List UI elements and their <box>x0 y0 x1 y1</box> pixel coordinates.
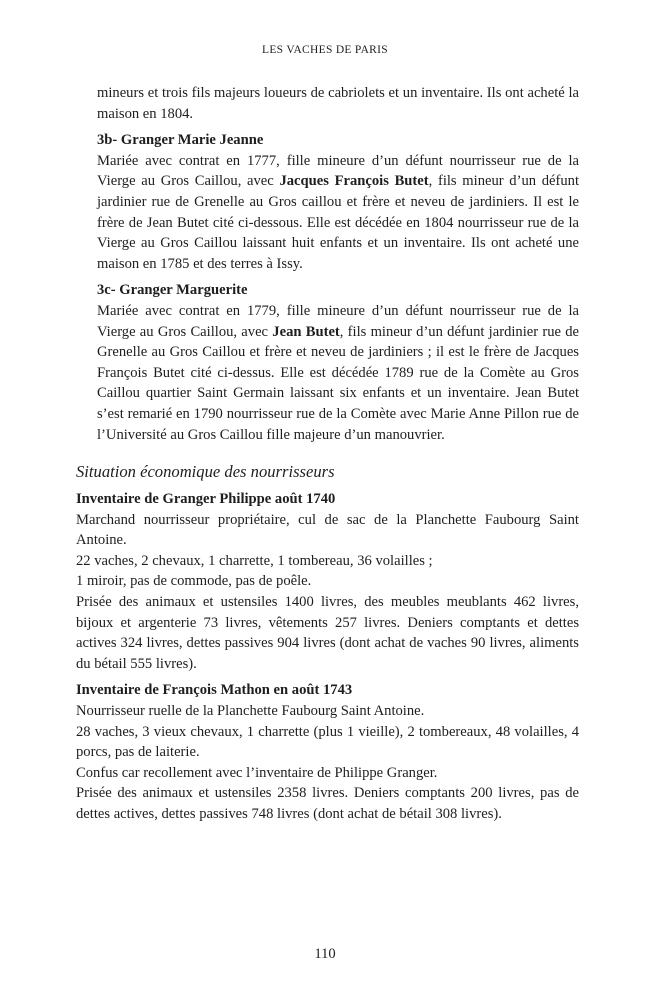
inventory-line: Prisée des animaux et ustensiles 1400 livres, des meubles meublants 462 livres, bijoux et argenterie 73 livres, vêtements 257 livres. Deniers comptants et dettes actives 324 livres, dettes passives 904 livres (dont achat de vaches 90 livres, aliments du bétail 555 livres). <box>76 594 579 672</box>
entry-text-marie-jeanne <box>97 151 579 275</box>
section-title: Situation économique des nourrisseurs <box>76 462 335 482</box>
inventory-line: Marchand nourrisseur propriétaire, cul de sac de la Planchette Faubourg Saint Antoine. <box>76 511 579 549</box>
inventory-title-mathon: Inventaire de François Mathon en août 1743 <box>76 682 353 699</box>
genealogy-entries <box>76 83 579 445</box>
page-body <box>76 83 579 825</box>
entry-text-part: Mariée avec contrat en 1777, fille mineure d’un défunt nourrisseur rue de la Vierge au Gros Caillou, avec <box>97 152 579 190</box>
inventory-title-granger: Inventaire de Granger Philippe août 1740 <box>76 491 336 508</box>
inventory-line: Prisée des animaux et ustensiles 2358 livres. Deniers comptants 200 livres, pas de dettes actives, dettes passives 748 livres (dont achat de bétail 308 livres). <box>76 785 579 822</box>
inventory-line: Confus car recollement avec l’inventaire de Philippe Granger. <box>76 764 438 781</box>
entry-text-marguerite <box>97 301 579 445</box>
running-header: LES VACHES DE PARIS <box>262 44 388 56</box>
spouse-name: Jacques François Butet <box>279 173 429 190</box>
entry-text-part: Mariée avec contrat en 1779, fille mineure d’un défunt nourrisseur rue de la Vierge au Gros Caillou, avec <box>97 302 579 340</box>
spouse-name: Jean Butet <box>272 323 340 340</box>
entry-text-part: , fils mineur d’un défunt jardinier rue de Grenelle au Gros caillou et frère et neveu de jardiniers. Il est le frère de Jean Butet cité ci-dessous. Elle est décédée en 1804 nourrisseur rue de la Vierge au Gros Caillou laissant huit enfants et un inventaire. Ils ont acheté une maison en 1785 et des terres à Issy. <box>97 173 580 272</box>
entry-heading-marguerite: 3c- Granger Marguerite <box>97 282 248 299</box>
inventory-line: 28 vaches, 3 vieux chevaux, 1 charrette (plus 1 vieille), 2 tombereaux, 48 volailles, 4 porcs, pas de laiterie. <box>76 723 579 761</box>
entry-text-part: , fils mineur d’un défunt jardinier rue de Grenelle au Gros Caillou et frère et neveu de jardiniers ; il est le frère de Jacques François Butet cité ci-dessus. Elle est décédée 1789 rue de la Comète au Gros Caillou quartier Saint Germain laissant six enfants et un inventaire. Jean Butet s’est remarié en 1790 nourrisseur rue de la Comète avec Marie Anne Pillon rue de l’Université au Gros Caillou fille majeure d’un manouvrier. <box>97 323 580 443</box>
entry-heading-marie-jeanne: 3b- Granger Marie Jeanne <box>97 132 264 149</box>
inventory-line: 1 miroir, pas de commode, pas de poêle. <box>76 573 312 590</box>
page-number: 110 <box>314 946 336 962</box>
inventory-line: 22 vaches, 2 chevaux, 1 charrette, 1 tombereau, 36 volailles ; <box>76 552 433 569</box>
intro-paragraph: mineurs et trois fils majeurs loueurs de cabriolets et un inventaire. Ils ont acheté la maison en 1804. <box>97 85 579 122</box>
inventory-line: Nourrisseur ruelle de la Planchette Faubourg Saint Antoine. <box>76 703 425 720</box>
